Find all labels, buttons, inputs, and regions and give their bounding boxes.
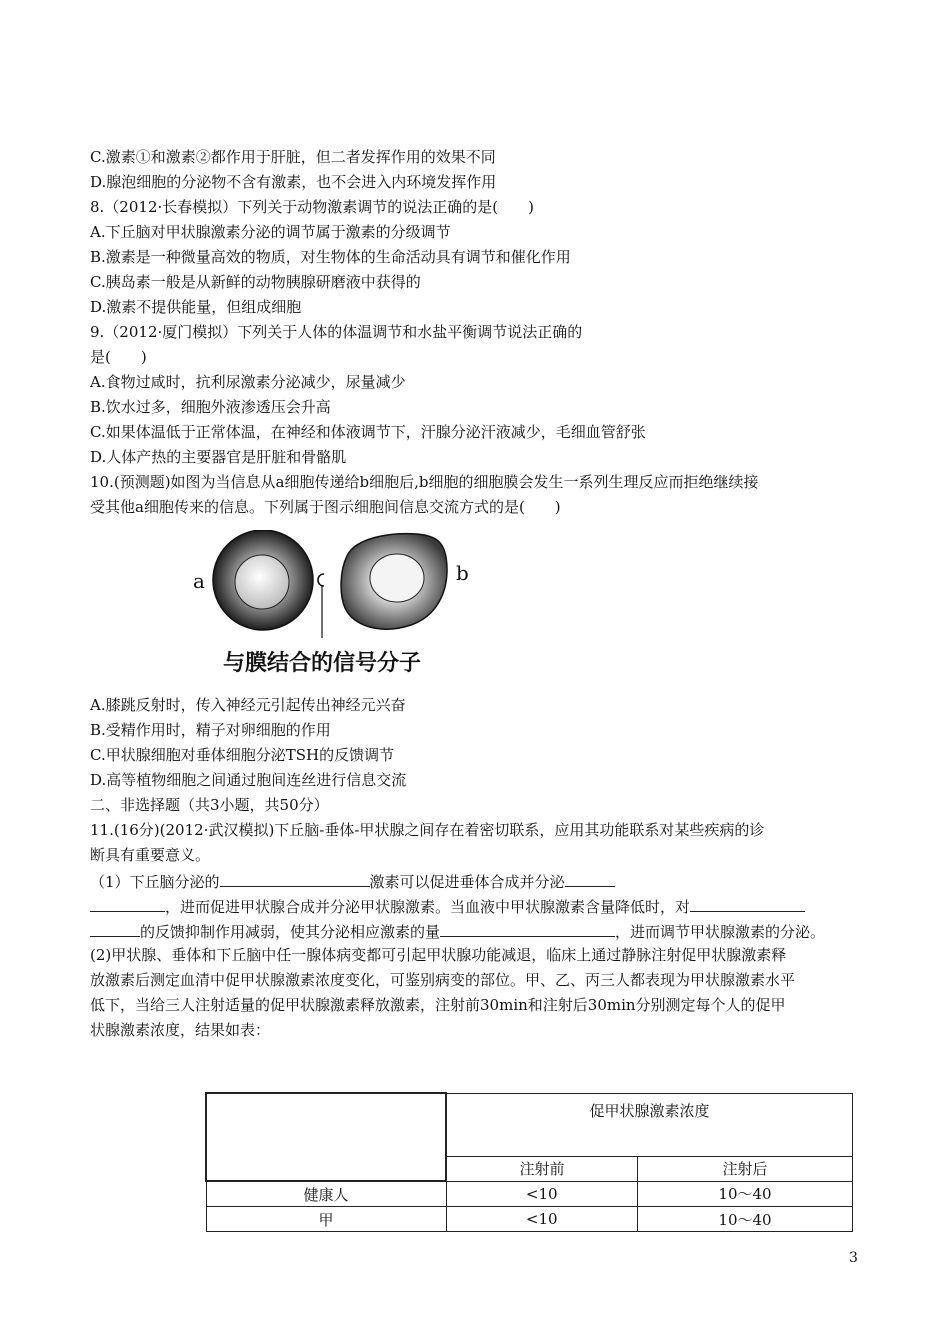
label-b: b <box>456 561 469 585</box>
table-corner-cell <box>206 1093 446 1181</box>
q11-part2-line4: 状腺激素浓度，结果如表： <box>90 1021 271 1039</box>
q9-option-b: B.饮水过多，细胞外液渗透压会升高 <box>90 398 331 416</box>
page-number: 3 <box>849 1250 858 1266</box>
q11-stem-1: 11.(16分)(2012·武汉模拟)下丘脑-垂体-甲状腺之间存在着密切联系，应用其功能联系对某些疾病的诊 <box>90 821 765 839</box>
q11-part1-text-b: 激素可以促进垂体合成并分泌 <box>369 873 565 891</box>
q9-option-a: A.食物过咸时，抗利尿激素分泌减少，尿量减少 <box>90 373 406 391</box>
q11-stem-2: 断具有重要意义。 <box>90 846 211 864</box>
q10-option-d: D.高等植物细胞之间通过胞间连丝进行信息交流 <box>90 771 407 789</box>
q11-part1-text-a: （1）下丘脑分泌的 <box>90 873 220 891</box>
q10-option-a: A.膝跳反射时，传入神经元引起传出神经元兴奋 <box>90 696 406 714</box>
q8-option-d: D.激素不提供能量，但组成细胞 <box>90 298 302 316</box>
q8-option-b: B.激素是一种微量高效的物质，对生物体的生命活动具有调节和催化作用 <box>90 248 571 266</box>
label-a: a <box>193 569 205 593</box>
q11-part1-line1 <box>90 870 615 892</box>
table-row <box>206 1181 853 1207</box>
row-after: 10～40 <box>638 1207 853 1232</box>
tsh-concentration-table <box>205 1092 853 1232</box>
q8-stem: 8.（2012·长春模拟）下列关于动物激素调节的说法正确的是( ) <box>90 198 534 216</box>
q9-stem-2: 是( ) <box>90 348 147 366</box>
q11-part2-line3: 低下，当给三人注射适量的促甲状腺激素释放激素，注射前30min和注射后30min分别测定每个人的促甲 <box>90 996 786 1014</box>
signal-molecule <box>318 574 324 586</box>
q7-option-c: C.激素①和激素②都作用于肝脏，但二者发挥作用的效果不同 <box>90 148 496 166</box>
answer-blank-3[interactable] <box>90 895 165 912</box>
col-header-after: 注射后 <box>638 1156 853 1181</box>
section-heading: 二、非选择题（共3小题，共50分） <box>90 796 329 814</box>
q9-option-c: C.如果体温低于正常体温，在神经和体液调节下，汗腺分泌汗液减少，毛细血管舒张 <box>90 423 646 441</box>
row-name: 健康人 <box>206 1181 446 1207</box>
cell-b-nucleus <box>370 554 424 602</box>
q10-option-c: C.甲状腺细胞对垂体细胞分泌TSH的反馈调节 <box>90 746 395 764</box>
q8-option-a: A.下丘脑对甲状腺激素分泌的调节属于激素的分级调节 <box>90 223 451 241</box>
q11-part1-line3 <box>90 920 825 942</box>
q11-part1-text-e: ，进而调节甲状腺激素的分泌。 <box>615 923 826 941</box>
q9-option-d: D.人体产热的主要器官是肝脏和骨骼肌 <box>90 448 347 466</box>
row-after: 10～40 <box>638 1181 853 1207</box>
answer-blank-1[interactable] <box>220 870 370 887</box>
q10-stem-1: 10.(预测题)如图为当信息从a细胞传递给b细胞后,b细胞的细胞膜会发生一系列生理反应而拒绝继续接 <box>90 473 759 491</box>
q9-stem-1: 9.（2012·厦门模拟）下列关于人体的体温调节和水盐平衡调节说法正确的 <box>90 323 583 341</box>
row-before: <10 <box>446 1181 638 1207</box>
answer-blank-2[interactable] <box>565 870 615 887</box>
table-header-text: 促甲状腺激素浓度 <box>589 1101 710 1120</box>
q11-part2-line1: (2)甲状腺、垂体和下丘脑中任一腺体病变都可引起甲状腺功能减退，临床上通过静脉注射促甲状腺激素释 <box>90 946 787 964</box>
answer-blank-5[interactable] <box>90 920 140 937</box>
answer-blank-6[interactable] <box>440 920 615 937</box>
q11-part2-line2: 放激素后测定血清中促甲状腺激素浓度变化，可鉴别病变的部位。甲、乙、丙三人都表现为甲状腺激素水平 <box>90 971 796 989</box>
row-name: 甲 <box>206 1207 446 1232</box>
q8-option-c: C.胰岛素一般是从新鲜的动物胰腺研磨液中获得的 <box>90 273 421 291</box>
table-row <box>206 1207 853 1232</box>
table-header <box>446 1093 853 1156</box>
answer-blank-4[interactable] <box>690 895 805 912</box>
q10-stem-2: 受其他a细胞传来的信息。下列属于图示细胞间信息交流方式的是( ) <box>90 498 561 516</box>
row-before: <10 <box>446 1207 638 1232</box>
figure-caption: 与膜结合的信号分子 <box>223 651 422 676</box>
q11-part1-text-c: ，进而促进甲状腺合成并分泌甲状腺激素。当血液中甲状腺激素含量降低时，对 <box>165 898 691 916</box>
col-header-before: 注射前 <box>446 1156 638 1181</box>
cell-a-nucleus <box>235 555 289 609</box>
q7-option-d: D.腺泡细胞的分泌物不含有激素，也不会进入内环境发挥作用 <box>90 173 497 191</box>
q10-option-b: B.受精作用时，精子对卵细胞的作用 <box>90 721 331 739</box>
q11-part1-text-d: 的反馈抑制作用减弱，使其分泌相应激素的量 <box>140 923 441 941</box>
q11-part1-line2 <box>90 895 805 917</box>
